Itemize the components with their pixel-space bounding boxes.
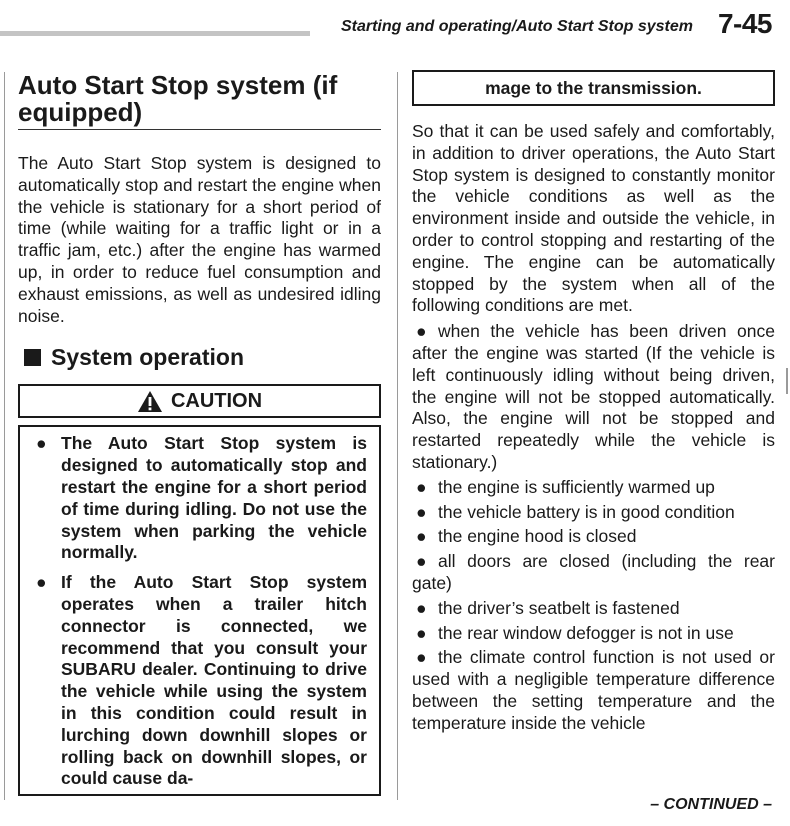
caution-item [32,433,367,564]
caution-continued-box [412,70,775,106]
caution-label: CAUTION [170,389,263,412]
condition-item [412,551,775,595]
operation-paragraph: So that it can be used safely and comfortably, in addition to driver operations, the Auto Start Stop system is designed to constantly monitor the vehicle conditions as well as the environment inside and outside the vehicle, in order to control stopping and restarting of the engine. The engine can be automatically stopped by the system when all of the following conditions are met. [412,121,775,316]
page-number: 7-45 [717,8,772,39]
bullet-icon: ● [416,647,427,668]
condition-item [412,502,775,524]
subsection-heading [18,343,381,371]
condition-text: the climate control function is not used or used with a negligible temperature difference between the setting temperature and the temperature inside the vehicle [412,647,775,733]
condition-text: when the vehicle has been driven once after the engine was started (If the vehicle is left continuously idling without being driven, the engine will not be stopped automatically. Also, the engine will not be stopped and restarted repeatedly while the vehicle is stationary.) [412,321,775,472]
bullet-icon: ● [416,321,427,342]
bullet-icon: ● [416,501,427,522]
caution-item-text: The Auto Start Stop system is designed to automatically stop and restart the engine for a short period of time during idling. Do not use the system when parking the vehicle normally. [61,433,367,563]
bullet-icon: ● [416,476,427,497]
column-divider [397,72,398,800]
condition-item [412,623,775,645]
condition-item [412,598,775,620]
header-title: Starting and operating/Auto Start Stop system [340,18,693,35]
bullet-icon: ● [416,597,427,618]
square-bullet-icon [24,349,41,366]
header-rule [0,31,310,36]
condition-text: the engine is sufficiently warmed up [438,476,715,497]
subsection-title: System operation [51,344,244,371]
section-title: Auto Start Stop system (if equipped) [18,72,381,130]
bullet-icon: ● [36,572,47,593]
right-column [412,70,775,735]
bullet-icon: ● [416,526,427,547]
intro-paragraph: The Auto Start Stop system is designed to automatically stop and restart the engine when the vehicle is stationary for a short period of time (while waiting for a traffic light or in a traffic jam, etc.) after the engine has warmed up, in order to reduce fuel consumption and exhaust emissions, as well as undesired idling noise. [18,153,381,326]
caution-header [18,384,381,418]
condition-item [412,526,775,548]
page-edge-tab [786,368,788,394]
caution-continued-text: mage to the transmission. [485,77,702,98]
caution-box [18,425,381,796]
left-column [18,72,381,796]
condition-text: the driver’s seatbelt is fastened [438,597,680,618]
left-margin-rule [4,72,5,800]
bullet-icon: ● [416,622,427,643]
warning-triangle-icon [137,390,163,413]
caution-item [32,572,367,790]
condition-text: the rear window defogger is not in use [438,622,734,643]
condition-text: the vehicle battery is in good condition [438,501,735,522]
condition-text: the engine hood is closed [438,526,637,547]
continued-footer: – CONTINUED – [650,796,772,813]
condition-item [412,477,775,499]
caution-item-text: If the Auto Start Stop system operates when a trailer hitch connector is connected, we recommend that you consult your SUBARU dealer. Continuing to drive the vehicle while using the system in this condition could result in lurching down downhill slopes or rolling back on downhill slopes, or could cause da- [61,572,367,789]
bullet-icon: ● [36,433,47,454]
condition-text: all doors are closed (including the rear gate) [412,551,775,593]
condition-item [412,647,775,734]
condition-item [412,321,775,474]
bullet-icon: ● [416,551,427,572]
